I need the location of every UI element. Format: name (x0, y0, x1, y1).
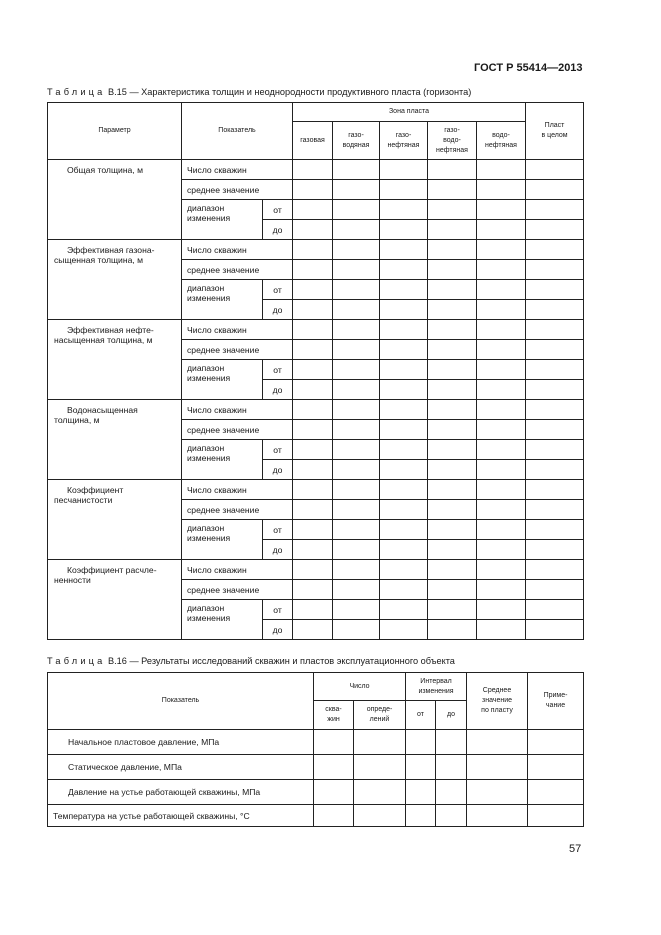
column-header-count-definitions: опреде- лений (354, 701, 406, 730)
column-header-indicator: Показатель (182, 103, 293, 160)
parameter-name: Коэффициент песчанистости (54, 485, 124, 505)
range-to: до (263, 220, 293, 240)
column-header-zone-type: газовая (293, 122, 333, 160)
indicator-range: диапазон изменения (182, 600, 263, 640)
row-label: Температура на устье работающей скважины, °С (48, 805, 314, 827)
table-b15 (47, 102, 584, 640)
range-from: от (263, 600, 293, 620)
indicator-mean-value: среднее значение (182, 340, 293, 360)
indicator-mean-value: среднее значение (182, 260, 293, 280)
column-header-interval-to: до (436, 701, 467, 730)
indicator-wells-count: Число скважин (182, 400, 293, 420)
range-to: до (263, 540, 293, 560)
indicator-wells-count: Число скважин (182, 320, 293, 340)
range-to: до (263, 460, 293, 480)
parameter-name: Эффективная газона- сыщенная толщина, м (54, 245, 155, 265)
indicator-range: диапазон изменения (182, 520, 263, 560)
parameter-name: Коэффициент расчле- ненности (54, 565, 157, 585)
range-from: от (263, 360, 293, 380)
column-header-count-wells: сква- жин (314, 701, 354, 730)
indicator-range: диапазон изменения (182, 200, 263, 240)
table-b16 (47, 672, 584, 827)
row-label: Статическое давление, МПа (48, 755, 314, 780)
table-b16-caption: Таблица В.16 — Результаты исследований скважин и пластов эксплуатационного объекта (47, 656, 455, 666)
parameter-name: Водонасыщенная толщина, м (54, 405, 138, 425)
indicator-mean-value: среднее значение (182, 180, 293, 200)
column-header-interval-from: от (406, 701, 436, 730)
indicator-range: диапазон изменения (182, 440, 263, 480)
indicator-wells-count: Число скважин (182, 160, 293, 180)
page-number: 57 (569, 843, 582, 855)
indicator-mean-value: среднее значение (182, 420, 293, 440)
range-from: от (263, 200, 293, 220)
indicator-range: диапазон изменения (182, 280, 263, 320)
range-from: от (263, 280, 293, 300)
indicator-mean-value: среднее значение (182, 500, 293, 520)
range-to: до (263, 300, 293, 320)
range-to: до (263, 620, 293, 640)
indicator-wells-count: Число скважин (182, 480, 293, 500)
range-from: от (263, 520, 293, 540)
table-b15-caption: Таблица В.15 — Характеристика толщин и неоднородности продуктивного пласта (горизонта) (47, 87, 472, 97)
column-header-zone-type: газо- нефтяная (380, 122, 428, 160)
column-header-parameter: Параметр (48, 103, 182, 160)
parameter-name: Эффективная нефте- насыщенная толщина, м (54, 325, 154, 345)
range-from: от (263, 440, 293, 460)
column-header-mean-per-layer: Среднее значение по пласту (467, 673, 528, 730)
column-header-count: Число (314, 673, 406, 701)
indicator-wells-count: Число скважин (182, 240, 293, 260)
column-header-zone-type: газо- водо- нефтяная (428, 122, 477, 160)
column-header-zone-type: газо- водяная (333, 122, 380, 160)
row-label: Начальное пластовое давление, МПа (48, 730, 314, 755)
column-header-zone: Зона пласта (293, 103, 526, 122)
column-header-indicator: Показатель (48, 673, 314, 730)
indicator-range: диапазон изменения (182, 360, 263, 400)
range-to: до (263, 380, 293, 400)
indicator-mean-value: среднее значение (182, 580, 293, 600)
column-header-interval: Интервал изменения (406, 673, 467, 701)
indicator-wells-count: Число скважин (182, 560, 293, 580)
row-label: Давление на устье работающей скважины, МПа (48, 780, 314, 805)
parameter-name: Общая толщина, м (67, 165, 144, 175)
document-standard-number: ГОСТ Р 55414—2013 (474, 62, 583, 74)
column-header-whole-layer: Пласт в целом (526, 103, 584, 160)
column-header-note: Приме- чание (528, 673, 584, 730)
column-header-zone-type: водо- нефтяная (477, 122, 526, 160)
